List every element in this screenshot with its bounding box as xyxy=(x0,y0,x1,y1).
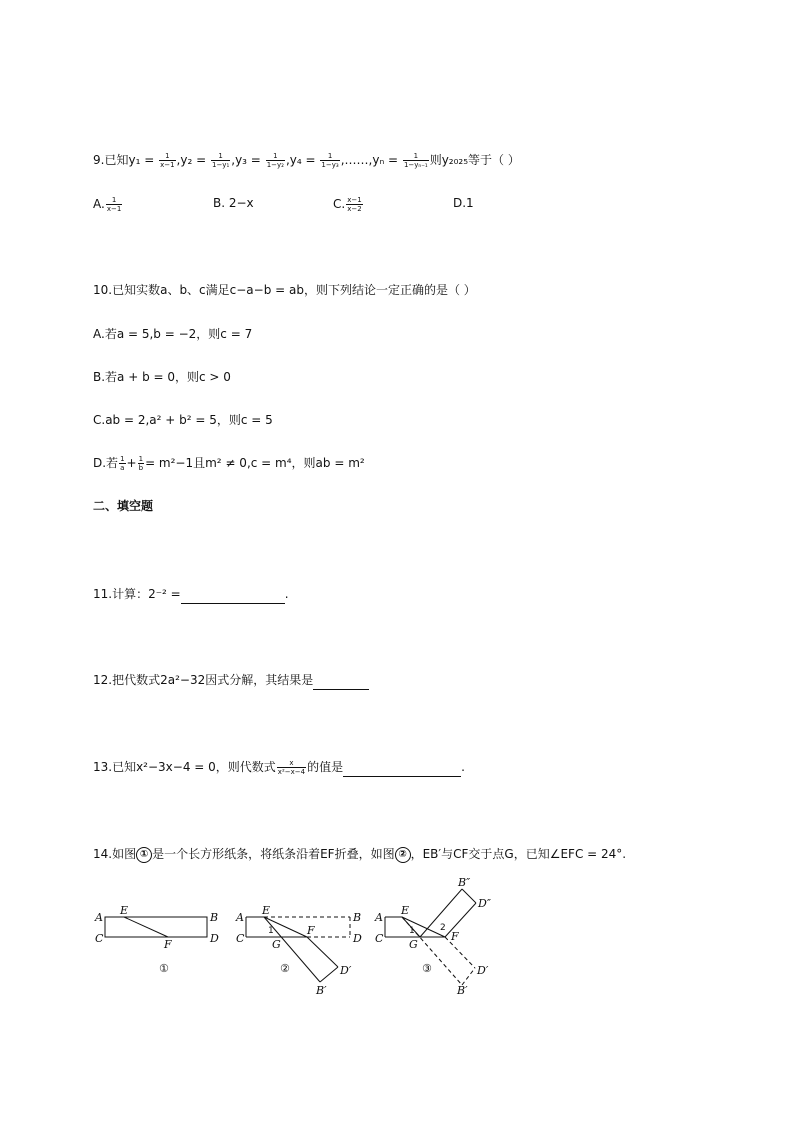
fig3-caption: ③ xyxy=(422,962,432,975)
q9-fraction-n: $\frac{1}{\text{1−yₙ₋₁}}$ xyxy=(403,152,428,169)
q13-suffix: 的值是 xyxy=(307,760,344,774)
q14-figure-2-ref: ② xyxy=(395,847,411,863)
q10-option-a[interactable]: A.若a = 5,b = −2，则c = 7 xyxy=(93,327,253,341)
fig1-label-B: B xyxy=(210,911,219,924)
q9-fraction-3: $\frac{1}{\text{1−y₂}}$ xyxy=(266,152,284,169)
q11-text: 11.计算：2⁻² = xyxy=(93,587,181,601)
q9-prefix: 已知 xyxy=(104,153,129,167)
fig3-label-D-prime: D′ xyxy=(477,964,489,977)
q9-option-a-fraction: $\frac{1}{x-1}$ xyxy=(106,196,122,213)
fig2-label-C: C xyxy=(236,932,245,945)
fig3-label-C: C xyxy=(375,932,384,945)
fig1-label-A: A xyxy=(95,911,103,924)
fig3-label-G: G xyxy=(409,938,418,951)
q10-option-c[interactable]: C.ab = 2,a² + b² = 5，则c = 5 xyxy=(93,413,273,427)
q9-y3: ,y₃ = xyxy=(231,153,261,167)
q14-middle: 是一个长方形纸条，将纸条沿着EF折叠，如图 xyxy=(152,847,395,861)
section-2-title: 二、填空题 xyxy=(93,499,154,513)
q9-option-d[interactable]: D.1 xyxy=(453,196,474,210)
q14-suffix: ，EB′与CF交于点G，已知∠EFC = 24°. xyxy=(410,847,627,861)
q9-fraction-2: $\frac{1}{\text{1−y₁}}$ xyxy=(211,152,230,169)
fig1-label-E: E xyxy=(120,904,129,917)
q9-option-c-fraction: $\frac{x-1}{x-2}$ xyxy=(347,196,362,213)
fig3-FD-double-prime xyxy=(445,903,476,937)
fig2-label-A: A xyxy=(236,911,244,924)
q13-prefix: 13.已知x²−3x−4 = 0，则代数式 xyxy=(93,760,276,774)
q9-option-c-label: C. xyxy=(333,197,346,211)
fig1-fold-line xyxy=(124,917,168,937)
fig3-label-2: 2 xyxy=(440,923,446,933)
fig1-label-D: D xyxy=(210,932,219,945)
fig3-B-D-double-prime xyxy=(462,889,476,903)
q10-option-d-fraction-1: $\frac{1}{a}$ xyxy=(120,455,125,472)
fig3-label-1: 1 xyxy=(409,926,415,936)
q9-option-b[interactable]: B. 2−x xyxy=(213,196,254,210)
q9-yn: yₙ = xyxy=(372,153,399,167)
q9-y2: ,y₂ = xyxy=(176,153,207,167)
q14-figure-1-ref: ① xyxy=(136,847,152,863)
fig3-dashed-FD-prime xyxy=(445,937,475,968)
q9-number: 9. xyxy=(93,153,105,167)
fig3-label-B-double-prime: B″ xyxy=(458,876,471,889)
fig2-caption: ② xyxy=(280,962,290,975)
fig2-label-1: 1 xyxy=(268,926,274,936)
fig1-caption: ① xyxy=(159,962,169,975)
fig3-label-A: A xyxy=(375,911,383,924)
fig2-label-B-prime: B′ xyxy=(316,984,327,997)
fig1-label-C: C xyxy=(95,932,104,945)
fig2-label-B: B xyxy=(353,911,362,924)
q10-stem: 10.已知实数a、b、c满足c−a−b = ab，则下列结论一定正确的是（ ） xyxy=(93,283,476,297)
q10-option-d-prefix: D.若 xyxy=(93,456,119,470)
fig2-label-E: E xyxy=(262,904,271,917)
q14-prefix: 14.如图 xyxy=(93,847,137,861)
q13-end: . xyxy=(461,760,465,774)
q9-fraction-1: $\frac{1}{x-1}$ xyxy=(160,152,175,169)
fig3-dashed-B-prime-D-prime xyxy=(462,968,475,985)
fig1-rectangle xyxy=(105,917,207,937)
fig3-label-F: F xyxy=(451,930,459,943)
q9-option-a-label: A. xyxy=(93,197,105,211)
fig1-label-F: F xyxy=(164,938,172,951)
q10-option-d-fraction-2: $\frac{1}{b}$ xyxy=(138,455,144,472)
fig2-label-D: D xyxy=(353,932,362,945)
q9-fraction-4: $\frac{1}{\text{1−y₃}}$ xyxy=(321,152,339,169)
q12-text: 12.把代数式2a²−32因式分解，其结果是 xyxy=(93,673,314,687)
q9-y1: y₁ = xyxy=(128,153,155,167)
fig3-label-D-double-prime: D″ xyxy=(478,897,491,910)
q9-y4: ,y₄ = xyxy=(285,153,316,167)
q10-option-d-suffix: = m²−1且m² ≠ 0,c = m⁴，则ab = m² xyxy=(145,456,365,470)
q13-fraction: $\frac{x}{\text{x²−x−4}}$ xyxy=(277,759,306,776)
fig2-label-F: F xyxy=(307,924,315,937)
fig3-label-B-prime: B′ xyxy=(457,984,468,997)
q11-end: . xyxy=(284,587,289,601)
fig2-label-G: G xyxy=(272,938,281,951)
q9-dots: ,……, xyxy=(340,153,373,167)
fig2-FD-prime xyxy=(307,937,338,967)
fig2-B-prime-D-prime xyxy=(320,967,338,982)
fig3-label-E: E xyxy=(401,904,410,917)
q10-option-d-plus: + xyxy=(126,456,137,470)
q10-option-b[interactable]: B.若a + b = 0，则c > 0 xyxy=(93,370,231,384)
fig2-label-D-prime: D′ xyxy=(340,964,352,977)
q9-suffix: 则y₂₀₂₅等于（ ） xyxy=(429,153,520,167)
